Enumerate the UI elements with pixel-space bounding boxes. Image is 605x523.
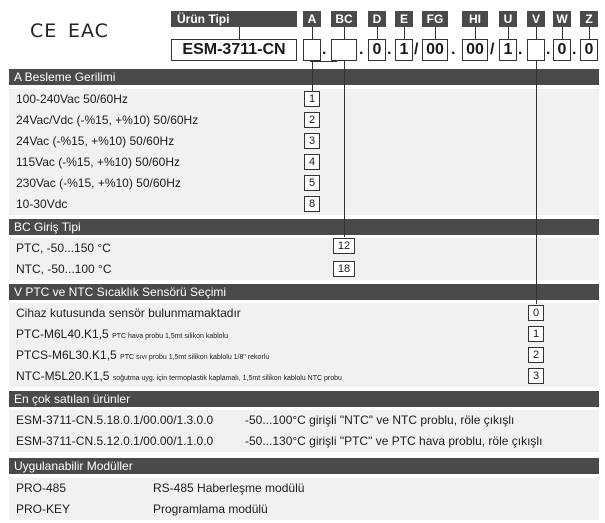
module-name: PRO-485 <box>16 481 67 495</box>
list-item <box>9 259 599 280</box>
module-description: RS-485 Haberleşme modülü <box>153 481 305 495</box>
option-label: PTC, -50...150 °C <box>16 241 111 255</box>
list-item <box>9 431 599 452</box>
code-slot-u: 1 <box>499 39 517 61</box>
list-item <box>9 410 599 431</box>
section-modules-title: Uygulanabilir Modüller <box>9 458 599 474</box>
section-best-sellers-title: En çok satılan ürünler <box>9 391 599 407</box>
option-label: 10-30Vdc <box>16 197 68 211</box>
option-code: 18 <box>333 261 355 277</box>
product-description: -50...130°C girişli "PTC" ve PTC hava problu, röle çıkışlı <box>245 434 543 448</box>
connector-line <box>562 27 563 39</box>
option-code: 8 <box>304 196 320 212</box>
option-label: 100-240Vac 50/60Hz <box>16 92 128 106</box>
list-item <box>9 324 599 345</box>
letter-d: D <box>368 11 386 27</box>
separator: / <box>414 41 419 58</box>
connector-line <box>239 27 240 39</box>
ce-mark-logo: CE <box>30 20 58 42</box>
option-label: PTC-M6L40.K1,5 <box>16 327 109 341</box>
code-slot-a <box>303 39 321 61</box>
option-label: Cihaz kutusunda sensör bulunmamaktadır <box>16 306 241 320</box>
code-slot-w: 0 <box>553 39 571 61</box>
connector-line <box>377 27 378 39</box>
connector-line <box>589 27 590 39</box>
option-code: 1 <box>304 91 320 107</box>
connector-line <box>435 27 436 39</box>
leader-line-bc-horizontal <box>310 61 337 62</box>
option-code: 2 <box>528 347 544 363</box>
letter-u: U <box>499 11 517 27</box>
option-code: 0 <box>528 305 544 321</box>
connector-line <box>344 27 345 39</box>
option-note: PTC hava probu 1,5mt silikon kablolu <box>112 333 229 340</box>
option-code: 4 <box>304 154 320 170</box>
list-item <box>9 238 599 259</box>
connector-line <box>508 27 509 39</box>
option-label: 115Vac (-%15, +%10) 50/60Hz <box>16 155 180 169</box>
separator: . <box>546 41 551 58</box>
separator: / <box>490 41 495 58</box>
option-label: 24Vac/Vdc (-%15, +%10) 50/60Hz <box>16 113 199 127</box>
separator: . <box>322 41 327 58</box>
module-name: PRO-KEY <box>16 502 71 516</box>
code-slot-bc <box>331 39 357 61</box>
connector-line <box>536 27 537 39</box>
product-code: ESM-3711-CN.5.18.0.1/00.00/1.3.0.0 <box>16 413 214 427</box>
letter-v: V <box>527 11 545 27</box>
option-note: PTC sıvı probu 1,5mt silikon kablolu 1/8" rekorlu <box>120 354 270 361</box>
code-slot-v <box>527 39 545 61</box>
code-slot-z: 0 <box>580 39 598 61</box>
option-note: soğutma uyg. için termoplastik kaplamalı, 1,5mt silikon kablolu NTC probu <box>112 375 342 382</box>
model-code-box: ESM-3711-CN <box>171 39 297 61</box>
list-item <box>9 478 599 499</box>
option-label: 230Vac (-%15, +%10) 50/60Hz <box>16 176 181 190</box>
separator: . <box>359 41 364 58</box>
connector-line <box>475 27 476 39</box>
separator: . <box>387 41 392 58</box>
code-slot-e: 1 <box>395 39 413 61</box>
code-slot-fg: 00 <box>422 39 448 61</box>
leader-line-v <box>536 61 537 304</box>
option-label: 24Vac (-%15, +%10) 50/60Hz <box>16 134 175 148</box>
connector-line <box>404 27 405 39</box>
list-item <box>9 499 599 520</box>
product-description: -50...100°C girişli "NTC" ve NTC problu, röle çıkışlı <box>245 413 515 427</box>
list-item <box>9 345 599 366</box>
option-code: 1 <box>528 326 544 342</box>
eac-mark-logo: EAC <box>68 20 109 42</box>
letter-fg: FG <box>422 11 448 27</box>
letter-e: E <box>395 11 413 27</box>
option-code: 2 <box>304 112 320 128</box>
leader-line-bc <box>344 61 345 237</box>
letter-z: Z <box>580 11 598 27</box>
option-label: NTC-M5L20.K1,5 <box>16 369 110 383</box>
option-code: 3 <box>304 133 320 149</box>
separator: . <box>518 41 523 58</box>
letter-bc: BC <box>331 11 357 27</box>
section-a-title: A Besleme Gerilimi <box>9 69 599 85</box>
option-code: 12 <box>333 238 355 254</box>
connector-line <box>312 27 313 39</box>
section-bc-title: BC Giriş Tipi <box>9 219 599 235</box>
option-code: 3 <box>528 368 544 384</box>
product-code: ESM-3711-CN.5.12.0.1/00.00/1.1.0.0 <box>16 434 214 448</box>
separator: . <box>451 41 456 58</box>
code-slot-d: 0 <box>368 39 386 61</box>
option-label: PTCS-M6L30.K1,5 <box>16 348 117 362</box>
separator: . <box>572 41 577 58</box>
code-slot-hi: 00 <box>462 39 488 61</box>
option-label: NTC, -50...100 °C <box>16 262 112 276</box>
urun-tipi-label: Ürün Tipi <box>171 11 297 27</box>
letter-hi: HI <box>462 11 488 27</box>
module-description: Programlama modülü <box>153 502 268 516</box>
section-v-title: V PTC ve NTC Sıcaklık Sensörü Seçimi <box>9 284 599 300</box>
option-code: 5 <box>304 175 320 191</box>
letter-a: A <box>303 11 321 27</box>
letter-w: W <box>553 11 571 27</box>
list-item <box>9 366 599 387</box>
leader-line-a <box>312 61 313 91</box>
list-item <box>9 303 599 324</box>
